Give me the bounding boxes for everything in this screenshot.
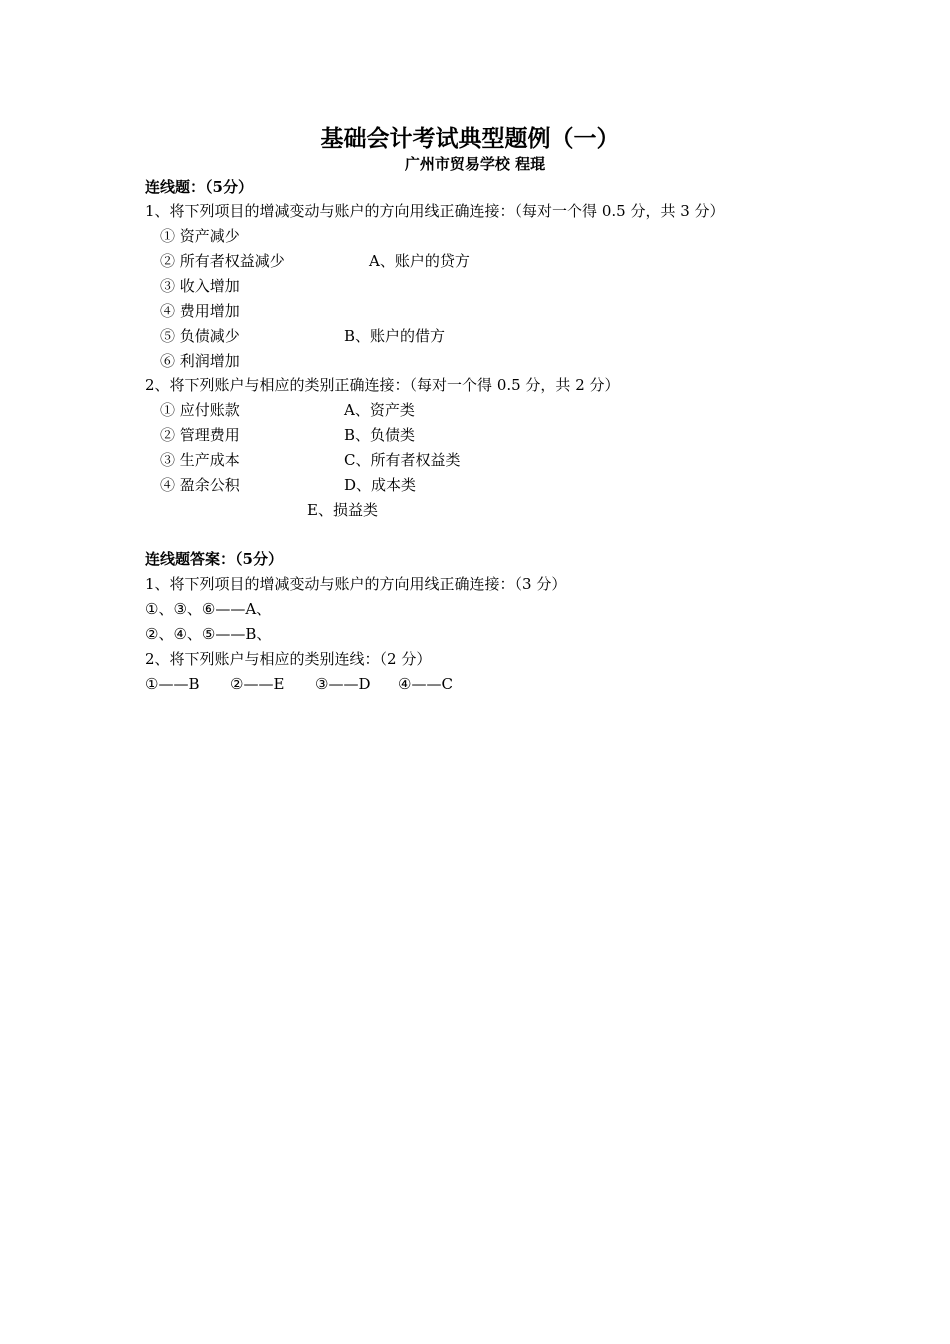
q2-option: C、所有者权益类 — [344, 451, 461, 469]
answer-1-line: ②、④、⑤——B、 — [145, 625, 272, 643]
section-heading-answers: 连线题答案：（5分） — [145, 550, 283, 568]
answer-1-stem: 1、将下列项目的增减变动与账户的方向用线正确连接：（3 分） — [145, 575, 567, 593]
q2-item: ③ 生产成本 — [160, 451, 240, 469]
q2-item: ① 应付账款 — [160, 401, 240, 419]
page-title: 基础会计考试典型题例（一） — [320, 125, 620, 152]
q2-item: ④ 盈余公积 — [160, 476, 240, 494]
q1-item: ① 资产减少 — [160, 227, 240, 245]
q1-option: A、账户的贷方 — [369, 252, 470, 270]
q1-item: ③ 收入增加 — [160, 277, 240, 295]
q2-option: E、损益类 — [307, 501, 378, 519]
q1-item: ⑥ 利润增加 — [160, 352, 240, 370]
author-line: 广州市贸易学校 程琨 — [404, 155, 546, 173]
answer-2-stem: 2、将下列账户与相应的类别连线：（2 分） — [145, 650, 432, 668]
answer-2-pair: ④——C — [398, 675, 453, 693]
answer-2-pair: ①——B — [145, 675, 200, 693]
q2-option: B、负债类 — [344, 426, 416, 444]
q2-option: A、资产类 — [344, 401, 415, 419]
q2-option: D、成本类 — [344, 476, 417, 494]
question-1-stem: 1、将下列项目的增减变动与账户的方向用线正确连接：（每对一个得 0.5 分，共 3 分） — [145, 202, 725, 220]
q1-item: ② 所有者权益减少 — [160, 252, 285, 270]
q1-item: ④ 费用增加 — [160, 302, 240, 320]
q1-item: ⑤ 负债减少 — [160, 327, 240, 345]
q2-item: ② 管理费用 — [160, 426, 240, 444]
question-2-stem: 2、将下列账户与相应的类别正确连接：（每对一个得 0.5 分，共 2 分） — [145, 376, 620, 394]
answer-1-line: ①、③、⑥——A、 — [145, 600, 272, 618]
q1-option: B、账户的借方 — [344, 327, 446, 345]
answer-2-pair: ②——E — [230, 675, 285, 693]
answer-2-pair: ③——D — [315, 675, 371, 693]
section-heading-matching: 连线题：（5分） — [145, 178, 253, 196]
